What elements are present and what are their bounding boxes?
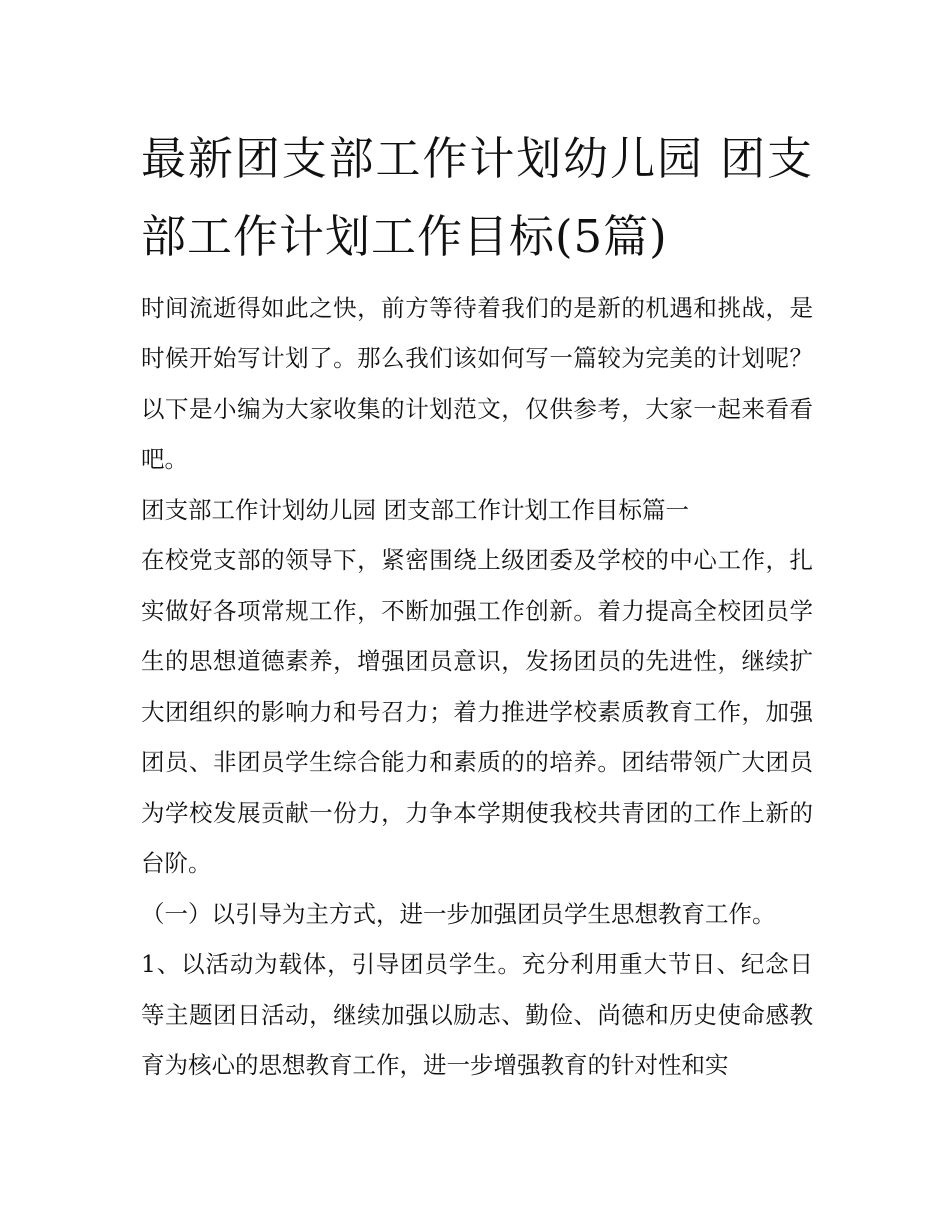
section-heading: 团支部工作计划幼儿园 团支部工作计划工作目标篇一 (141, 495, 689, 524)
subsection-heading: （一）以引导为主方式，进一步加强团员学生思想教育工作。 (141, 899, 776, 928)
document-body (141, 120, 813, 1091)
list-item-paragraph: 1、以活动为载体，引导团员学生。充分利用重大节日、纪念日等主题团日活动，继续加强以励志、勤俭、尚德和历史使命感教育为核心的思想教育工作，进一步增强教育的针对性和实 (141, 950, 813, 1080)
document-title: 最新团支部工作计划幼儿园 团支部工作计划工作目标(5篇) (141, 132, 813, 264)
intro-paragraph: 时间流逝得如此之快，前方等待着我们的是新的机遇和挑战，是时候开始写计划了。那么我们该如何写一篇较为完美的计划呢？以下是小编为大家收集的计划范文，仅供参考，大家一起来看看吧。 (141, 293, 813, 474)
body-paragraph: 在校党支部的领导下，紧密围绕上级团委及学校的中心工作，扎实做好各项常规工作，不断加强工作创新。着力提高全校团员学生的思想道德素养，增强团员意识，发扬团员的先进性，继续扩大团组织的影响力和号召力；着力推进学校素质教育工作，加强团员、非团员学生综合能力和素质的的培养。团结带领广大团员为学校发展贡献一份力，力争本学期使我校共青团的工作上新的台阶。 (141, 546, 813, 878)
